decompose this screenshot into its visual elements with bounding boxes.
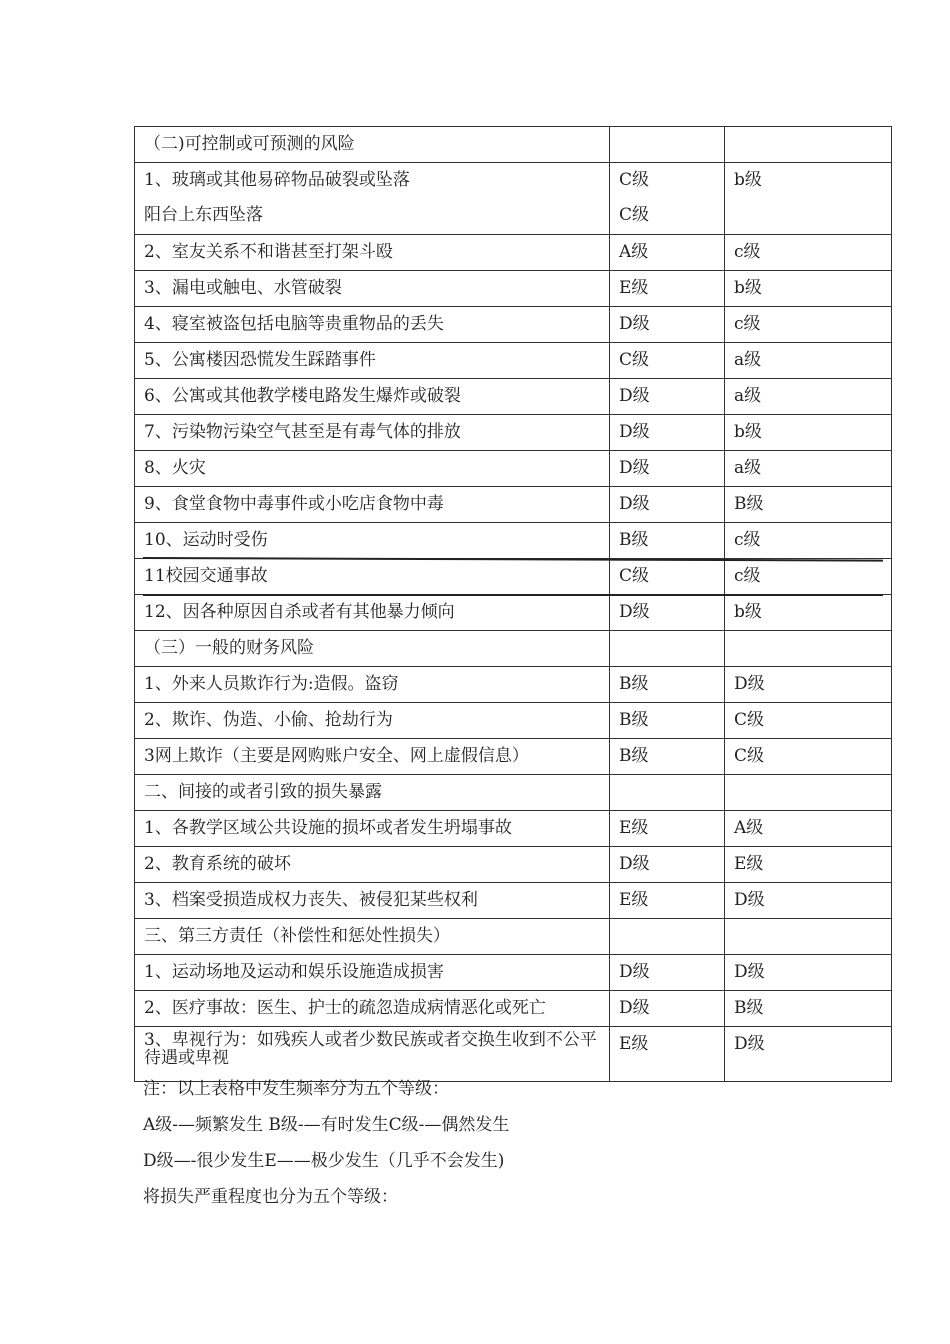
severity-cell: C级 xyxy=(725,703,892,739)
risk-item-cell: 5、公寓楼因恐慌发生踩踏事件 xyxy=(135,343,610,379)
risk-item-cell: 1、各教学区域公共设施的损坏或者发生坍塌事故 xyxy=(135,811,610,847)
risk-item-subtext: 阳台上东西坠落 xyxy=(144,205,263,225)
risk-item-cell: 3、卑视行为：如残疾人或者少数民族或者交换生收到不公平待遇或卑视 xyxy=(135,1027,610,1082)
severity-cell xyxy=(725,775,892,811)
frequency-cell xyxy=(610,163,725,235)
frequency-cell: E级 xyxy=(610,883,725,919)
severity-cell: c级 xyxy=(725,307,892,343)
severity-cell: b级 xyxy=(725,595,892,631)
severity-cell: c级 xyxy=(725,235,892,271)
table-row xyxy=(135,919,892,955)
risk-item-cell: 11校园交通事故 xyxy=(135,559,610,595)
table-row xyxy=(135,775,892,811)
note-line: D级—-很少发生E——极少发生（几乎不会发生) xyxy=(143,1151,505,1171)
risk-item-cell: 3网上欺诈（主要是网购账户安全、网上虚假信息） xyxy=(135,739,610,775)
frequency-cell: D级 xyxy=(610,991,725,1027)
frequency-cell: E级 xyxy=(610,271,725,307)
risk-item-text: 1、玻璃或其他易碎物品破裂或坠落 xyxy=(144,170,410,190)
frequency-cell: E级 xyxy=(610,1027,725,1082)
severity-cell: B级 xyxy=(725,991,892,1027)
risk-item-cell: 2、医疗事故：医生、护士的疏忽造成病情恶化或死亡 xyxy=(135,991,610,1027)
table-row xyxy=(135,379,892,415)
table-row xyxy=(135,487,892,523)
severity-cell xyxy=(725,127,892,163)
frequency-cell: A级 xyxy=(610,235,725,271)
risk-item-cell: 9、食堂食物中毒事件或小吃店食物中毒 xyxy=(135,487,610,523)
risk-item-cell: 4、寝室被盗包括电脑等贵重物品的丢失 xyxy=(135,307,610,343)
severity-cell: D级 xyxy=(725,1027,892,1082)
frequency-text: C级 xyxy=(619,170,650,190)
severity-cell: a级 xyxy=(725,451,892,487)
frequency-cell: B级 xyxy=(610,703,725,739)
severity-cell xyxy=(725,919,892,955)
table-row xyxy=(135,415,892,451)
table-row xyxy=(135,955,892,991)
frequency-subtext: C级 xyxy=(619,205,650,225)
table-row xyxy=(135,847,892,883)
table-row xyxy=(135,235,892,271)
table-row xyxy=(135,127,892,163)
note-line: 将损失严重程度也分为五个等级： xyxy=(143,1187,398,1207)
severity-cell: D级 xyxy=(725,667,892,703)
frequency-cell: C级 xyxy=(610,343,725,379)
severity-cell: C级 xyxy=(725,739,892,775)
risk-item-cell: 3、漏电或触电、水管破裂 xyxy=(135,271,610,307)
frequency-cell xyxy=(610,127,725,163)
frequency-cell: B级 xyxy=(610,523,725,559)
table-row xyxy=(135,703,892,739)
risk-item-cell: 2、室友关系不和谐甚至打架斗殴 xyxy=(135,235,610,271)
note-line: 注：以上表格中发生频率分为五个等级： xyxy=(143,1079,449,1099)
risk-item-cell: （三）一般的财务风险 xyxy=(135,631,610,667)
table-row xyxy=(135,667,892,703)
frequency-cell: D级 xyxy=(610,451,725,487)
table-row xyxy=(135,343,892,379)
frequency-cell: D级 xyxy=(610,487,725,523)
table-row xyxy=(135,595,892,631)
table-row xyxy=(135,451,892,487)
risk-item-cell: 1、运动场地及运动和娱乐设施造成损害 xyxy=(135,955,610,991)
frequency-cell: B级 xyxy=(610,739,725,775)
severity-cell: D级 xyxy=(725,955,892,991)
table-row xyxy=(135,523,892,559)
risk-item-cell: 6、公寓或其他教学楼电路发生爆炸或破裂 xyxy=(135,379,610,415)
table-row xyxy=(135,559,892,595)
risk-item-cell: 1、外来人员欺诈行为:造假。盗窃 xyxy=(135,667,610,703)
frequency-cell: D级 xyxy=(610,379,725,415)
table-row xyxy=(135,307,892,343)
severity-cell: c级 xyxy=(725,559,892,595)
strike-line xyxy=(143,594,883,596)
severity-cell: B级 xyxy=(725,487,892,523)
frequency-cell: C级 xyxy=(610,559,725,595)
frequency-cell xyxy=(610,919,725,955)
severity-cell: A级 xyxy=(725,811,892,847)
severity-cell: D级 xyxy=(725,883,892,919)
table-row xyxy=(135,811,892,847)
risk-item-cell: 12、因各种原因自杀或者有其他暴力倾向 xyxy=(135,595,610,631)
frequency-cell: D级 xyxy=(610,307,725,343)
frequency-cell xyxy=(610,631,725,667)
severity-cell: b级 xyxy=(725,271,892,307)
risk-item-cell: 2、教育系统的破坏 xyxy=(135,847,610,883)
severity-cell: a级 xyxy=(725,379,892,415)
table-row xyxy=(135,991,892,1027)
risk-item-cell xyxy=(135,163,610,235)
risk-item-cell: 7、污染物污染空气甚至是有毒气体的排放 xyxy=(135,415,610,451)
severity-cell: a级 xyxy=(725,343,892,379)
severity-cell: E级 xyxy=(725,847,892,883)
table-row xyxy=(135,163,892,235)
note-line: A级-—频繁发生 B级-—有时发生C级-—偶然发生 xyxy=(143,1115,510,1135)
frequency-cell: B级 xyxy=(610,667,725,703)
table-row xyxy=(135,271,892,307)
table-row xyxy=(135,883,892,919)
risk-item-cell: 10、运动时受伤 xyxy=(135,523,610,559)
frequency-cell: E级 xyxy=(610,811,725,847)
frequency-cell: D级 xyxy=(610,955,725,991)
frequency-cell: D级 xyxy=(610,595,725,631)
severity-cell: b级 xyxy=(725,415,892,451)
risk-item-cell: 2、欺诈、伪造、小偷、抢劫行为 xyxy=(135,703,610,739)
risk-item-cell: 三、第三方责任（补偿性和惩处性损失） xyxy=(135,919,610,955)
frequency-cell xyxy=(610,775,725,811)
table-row xyxy=(135,739,892,775)
risk-table xyxy=(134,126,892,1082)
risk-item-cell: （二)可控制或可预测的风险 xyxy=(135,127,610,163)
severity-cell: c级 xyxy=(725,523,892,559)
frequency-cell: D级 xyxy=(610,847,725,883)
notes-section xyxy=(143,1078,509,1222)
frequency-cell: D级 xyxy=(610,415,725,451)
severity-cell xyxy=(725,631,892,667)
severity-cell: b级 xyxy=(725,163,892,235)
risk-item-cell: 二、间接的或者引致的损失暴露 xyxy=(135,775,610,811)
risk-item-cell: 3、档案受损造成权力丧失、被侵犯某些权利 xyxy=(135,883,610,919)
table-row xyxy=(135,631,892,667)
risk-item-cell: 8、火灾 xyxy=(135,451,610,487)
table-row xyxy=(135,1027,892,1082)
